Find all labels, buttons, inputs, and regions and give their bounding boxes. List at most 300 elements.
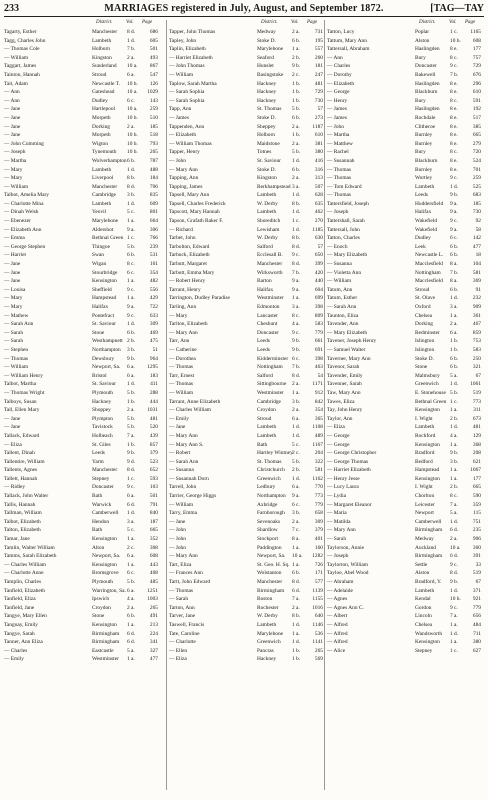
register-entry xyxy=(327,372,485,381)
entry-district: Dewsbury xyxy=(92,355,115,362)
register-entry xyxy=(169,475,321,484)
entry-page: 731 xyxy=(314,29,323,35)
entry-volume: 1 a. xyxy=(292,295,300,302)
entry-name: — Mary xyxy=(4,295,23,302)
entry-district: Bury xyxy=(415,149,426,156)
entry-name: Tarling, Ann xyxy=(169,304,197,310)
register-entry xyxy=(169,561,321,570)
entry-page: 239 xyxy=(149,243,158,250)
entry-name: — Jane xyxy=(169,424,186,431)
entry-name: Tarbolton, Edward xyxy=(169,243,210,250)
entry-volume: 5 c. xyxy=(127,527,135,534)
entry-name: — Mary Elizabeth xyxy=(327,329,368,336)
entry-name: Taplin, Elizabeth xyxy=(169,46,206,53)
entry-volume: 2 c. xyxy=(292,71,300,78)
entry-district: Tavistock xyxy=(92,424,113,431)
entry-district: Barton xyxy=(257,278,272,285)
entry-name: — Thomas xyxy=(327,166,352,173)
register-entry xyxy=(327,526,485,535)
register-entry xyxy=(4,595,158,604)
entry-district: Newport, Sa. xyxy=(92,553,121,560)
entry-page: 609 xyxy=(149,200,158,207)
entry-district: Eastcastle xyxy=(92,647,114,654)
entry-district: Marylebone xyxy=(257,630,284,637)
entry-name: — Matilda xyxy=(327,518,351,525)
entry-volume: 2 b. xyxy=(450,484,459,491)
entry-name: Tate, Caroline xyxy=(169,630,200,637)
entry-name: — Louisa xyxy=(4,286,26,293)
entry-page: 481 xyxy=(149,415,158,422)
entry-name: Taggart, James xyxy=(4,63,37,70)
entry-page: 630 xyxy=(314,235,323,242)
entry-page: 593 xyxy=(149,475,158,482)
entry-page: 791 xyxy=(149,501,158,508)
entry-page: 661 xyxy=(314,338,323,345)
register-entry xyxy=(4,578,158,587)
entry-page: 1187 xyxy=(312,123,323,130)
register-entry xyxy=(327,647,485,656)
register-entry xyxy=(169,157,321,166)
entry-district: Sheffield xyxy=(92,286,112,293)
entry-volume: 8 e. xyxy=(450,80,458,87)
entry-district: Axbridge xyxy=(257,501,278,508)
entry-page: 359 xyxy=(472,501,481,508)
register-entry xyxy=(169,604,321,613)
entry-volume: 6 b. xyxy=(127,252,136,259)
register-entry xyxy=(327,208,485,217)
entry-volume: 9 b. xyxy=(292,346,301,353)
entry-page: 142 xyxy=(472,235,481,242)
register-entry xyxy=(4,337,158,346)
entry-district: Totnes xyxy=(257,149,272,156)
register-entry xyxy=(169,166,321,175)
entry-page: 439 xyxy=(149,432,158,439)
entry-name: — Ellen xyxy=(169,647,188,654)
entry-page: 306 xyxy=(149,226,158,233)
entry-name: — James xyxy=(169,114,189,121)
entry-page: 730 xyxy=(314,97,323,104)
entry-name: Talbot, Elizabeth xyxy=(4,518,41,525)
entry-page: 411 xyxy=(150,381,158,388)
entry-volume: 8 c. xyxy=(450,54,458,61)
register-entry xyxy=(169,449,321,458)
entry-name: Tatum, Esther xyxy=(327,295,358,302)
entry-name: — Mary Ann xyxy=(327,527,356,534)
entry-district: Blackburn xyxy=(415,89,438,96)
register-entry xyxy=(4,269,158,278)
entry-volume: 1 b. xyxy=(292,89,301,96)
register-entry xyxy=(327,71,485,80)
column-header xyxy=(4,20,158,28)
entry-district: Kingston xyxy=(92,54,112,61)
entry-page: 321 xyxy=(472,364,481,371)
entry-name: — Joseph xyxy=(4,149,26,156)
register-entry xyxy=(169,329,321,338)
register-entry xyxy=(169,595,321,604)
register-entry xyxy=(327,552,485,561)
entry-name: — John xyxy=(327,123,344,130)
entry-district: Stone xyxy=(92,329,105,336)
entry-district: Kensington xyxy=(415,475,440,482)
entry-name: — Thomas xyxy=(327,175,352,182)
entry-volume: 3 b. xyxy=(292,510,301,517)
entry-volume: 3 a. xyxy=(292,304,300,310)
entry-page: 313 xyxy=(314,175,323,182)
register-entry xyxy=(169,363,321,372)
entry-volume: 6 b. xyxy=(292,570,301,577)
entry-name: Tarr, Ernest xyxy=(169,372,195,379)
entry-district: Northampton xyxy=(257,493,286,500)
entry-page: 401 xyxy=(314,536,323,543)
entry-page: 664 xyxy=(149,218,158,225)
entry-volume: 1 b. xyxy=(127,441,136,448)
entry-volume: 4 a. xyxy=(127,596,135,603)
entry-name: — William xyxy=(4,364,29,371)
entry-volume: 1 a. xyxy=(292,389,300,396)
entry-page: 650 xyxy=(314,252,323,259)
entry-page: 181 xyxy=(314,63,323,70)
entry-name: Tattersfield, Joseph xyxy=(327,200,369,207)
page-title: MARRIAGES registered in July, August, and September 1872. xyxy=(104,3,384,14)
entry-district: Bedford xyxy=(415,458,433,465)
register-entry xyxy=(327,54,485,63)
register-entry xyxy=(327,166,485,175)
entry-page: 391 xyxy=(472,553,481,560)
register-entry xyxy=(327,458,485,467)
entry-district: Warrington, Sa. xyxy=(92,587,126,594)
entry-name: Talboys, Susan xyxy=(4,398,37,405)
entry-page: 129 xyxy=(472,432,481,439)
entry-page: 416 xyxy=(314,157,323,164)
entry-district: Malmsbury xyxy=(415,372,440,379)
register-entry xyxy=(327,466,485,475)
entry-volume: 8 c. xyxy=(450,493,458,500)
entry-page: 912 xyxy=(314,389,323,396)
entry-district: I. Wight xyxy=(415,415,433,422)
entry-volume: 6 d. xyxy=(450,527,459,534)
register-entry xyxy=(169,80,321,89)
entry-district: I. Wight xyxy=(415,484,433,491)
entry-name: Tallents, Agnes xyxy=(4,467,38,474)
entry-district: St. Giles xyxy=(92,441,111,448)
entry-name: — Rachel xyxy=(327,149,349,156)
register-entry xyxy=(169,483,321,492)
entry-name: — Richard xyxy=(169,226,193,233)
register-entry xyxy=(327,638,485,647)
entry-volume: 6 c. xyxy=(292,501,300,508)
entry-district: Lincoln xyxy=(415,613,432,620)
entry-district: Burnley xyxy=(415,132,433,139)
entry-page: 518 xyxy=(149,132,158,139)
entry-volume: 1 a. xyxy=(450,639,458,646)
entry-volume: 6 b. xyxy=(127,329,136,336)
entry-volume: 2 a. xyxy=(292,29,300,35)
register-entry xyxy=(4,415,158,424)
entry-volume: 1 a. xyxy=(450,467,458,474)
entry-name: — Charlotte Mina xyxy=(4,200,44,207)
entry-page: 444 xyxy=(149,398,158,405)
register-entry xyxy=(4,604,158,613)
register-entry xyxy=(327,406,485,415)
entry-district: Manchester xyxy=(257,261,283,268)
entry-page: 590 xyxy=(472,493,481,500)
entry-district: Halifax xyxy=(257,286,274,293)
entry-name: — Mary Ann xyxy=(169,166,198,173)
register-entry xyxy=(4,587,158,596)
entry-name: Tallentire, William xyxy=(4,458,45,465)
entry-page: 665 xyxy=(472,484,481,491)
entry-name: — John Thomas xyxy=(169,63,205,70)
entry-district: Nottingham xyxy=(415,269,441,276)
page-header-label: Page xyxy=(142,20,153,25)
register-entry xyxy=(4,148,158,157)
entry-district: Holborn xyxy=(92,46,110,53)
entry-page: 793 xyxy=(149,140,158,147)
entry-district: Salford xyxy=(257,372,273,379)
entry-volume: 2 c. xyxy=(127,544,135,551)
register-entry xyxy=(169,286,321,295)
entry-volume: 6 d. xyxy=(292,587,301,594)
entry-name: Tarry, Emma xyxy=(169,510,198,517)
register-entry xyxy=(169,251,321,260)
entry-district: Haslingden xyxy=(415,80,440,87)
entry-district: Swan xyxy=(92,252,104,259)
register-entry xyxy=(169,638,321,647)
register-entry xyxy=(4,449,158,458)
entry-volume: 6 b. xyxy=(127,613,136,620)
entry-list xyxy=(4,28,158,664)
register-entry xyxy=(327,123,485,132)
register-entry xyxy=(4,501,158,510)
register-entry xyxy=(4,569,158,578)
entry-page: 652 xyxy=(149,467,158,474)
entry-name: Tarbutt, Emma Mary xyxy=(169,269,215,276)
entry-page: 501 xyxy=(149,46,158,53)
entry-district: Kingston xyxy=(257,175,277,182)
register-entry xyxy=(327,363,485,372)
entry-page: 536 xyxy=(314,630,323,637)
entry-name: — John xyxy=(169,544,186,551)
entry-name: Tavener, Joseph Henry xyxy=(327,338,377,345)
entry-district: Dudley xyxy=(415,235,431,242)
entry-district: Halifax xyxy=(92,304,109,310)
entry-name: — William xyxy=(327,278,352,285)
entry-page: 288 xyxy=(149,389,158,396)
entry-volume: 2 a. xyxy=(292,604,300,611)
page-number: 233 xyxy=(4,3,19,14)
entry-page: 385 xyxy=(472,123,481,130)
entry-volume: 3 b. xyxy=(292,398,301,405)
register-entry xyxy=(4,647,158,656)
entry-name: Tarlton, Elizabeth xyxy=(169,321,208,328)
entry-volume: 1 d. xyxy=(127,166,136,173)
register-column-3 xyxy=(324,20,485,790)
entry-volume: 8 e. xyxy=(450,106,458,113)
entry-page: 204 xyxy=(314,450,323,457)
entry-volume: 6 c. xyxy=(127,269,135,276)
entry-page: 801 xyxy=(149,209,158,216)
register-entry xyxy=(169,587,321,596)
register-column-2 xyxy=(166,20,321,790)
register-entry xyxy=(4,286,158,295)
entry-district: Auckland xyxy=(415,544,436,551)
entry-volume: 9 c. xyxy=(127,286,135,293)
entry-name: — Jane xyxy=(169,518,186,525)
entry-name: — George xyxy=(327,89,350,96)
entry-name: Tavenner, Sarah xyxy=(327,381,362,388)
entry-name: Tallack, John Walter xyxy=(4,493,49,500)
register-entry xyxy=(169,191,321,200)
entry-name: — Eliza xyxy=(327,424,345,431)
entry-page: 520 xyxy=(149,424,158,431)
entry-name: — Henry Jesse xyxy=(327,475,360,482)
entry-name: Tavender, Ann xyxy=(327,321,359,328)
entry-district: Kidderminster xyxy=(257,355,289,362)
entry-page: 686 xyxy=(149,29,158,35)
entry-name: — Alfred xyxy=(327,621,348,628)
entry-page: 673 xyxy=(472,415,481,422)
entry-page: 1139 xyxy=(312,587,323,594)
register-entry xyxy=(169,183,321,192)
entry-district: Hackney xyxy=(257,97,277,104)
entry-volume: 1 c. xyxy=(450,398,458,405)
entry-page: 525 xyxy=(472,183,481,190)
register-entry xyxy=(169,355,321,364)
entry-volume: 1 a. xyxy=(127,656,135,663)
register-entry xyxy=(169,88,321,97)
entry-district: Liverpool xyxy=(92,175,114,182)
entry-volume: 4 a. xyxy=(450,432,458,439)
register-entry xyxy=(169,612,321,621)
entry-volume: 7 c. xyxy=(292,527,300,534)
page-header xyxy=(4,3,484,17)
register-entry xyxy=(327,587,485,596)
register-entry xyxy=(327,535,485,544)
entry-volume: 1 d. xyxy=(292,475,301,482)
register-entry xyxy=(4,251,158,260)
entry-volume: 10 b. xyxy=(127,132,138,139)
entry-district: Newport, Sa. xyxy=(257,553,286,560)
register-entry xyxy=(169,114,321,123)
entry-page: 523 xyxy=(149,458,158,465)
register-entry xyxy=(327,191,485,200)
entry-volume: 7 a. xyxy=(450,613,458,620)
entry-name: Tattershall, Sarah xyxy=(327,218,365,225)
entry-page: 187 xyxy=(149,518,158,525)
register-entry xyxy=(169,37,321,46)
entry-district: Yeovil xyxy=(92,209,107,216)
entry-volume: 1 a. xyxy=(292,544,300,551)
entry-volume: 7 b. xyxy=(127,46,136,53)
entry-district: Haslingden xyxy=(415,46,440,53)
entry-name: Tapper, John Thomas xyxy=(169,29,216,35)
entry-district: Lambeth xyxy=(92,37,112,44)
register-entry xyxy=(169,552,321,561)
entry-volume: 6 d. xyxy=(127,639,136,646)
entry-page: 18 xyxy=(475,252,481,259)
entry-name: Tayloe, Abel Wood xyxy=(327,570,369,577)
entry-name: — Dinah Welsh xyxy=(4,209,39,216)
entry-name: Tapley, John xyxy=(169,37,197,44)
entry-page: 92 xyxy=(475,218,481,225)
register-entry xyxy=(169,303,321,312)
register-entry xyxy=(327,509,485,518)
entry-district: Stroud xyxy=(257,415,272,422)
entry-page: 399 xyxy=(314,261,323,268)
register-entry xyxy=(327,105,485,114)
entry-district: Wolverhampton xyxy=(92,157,127,164)
entry-name: — Alice xyxy=(327,647,346,654)
entry-district: Wandsworth xyxy=(415,630,443,637)
entry-page: 259 xyxy=(149,106,158,113)
entry-district: St. Thomas xyxy=(257,458,282,465)
register-entry xyxy=(4,294,158,303)
entry-district: Rochester xyxy=(257,604,279,611)
register-entry xyxy=(327,140,485,149)
register-entry xyxy=(4,217,158,226)
entry-district: Manchester xyxy=(92,29,118,35)
entry-name: — Ann xyxy=(327,54,343,61)
entry-volume: 5 a. xyxy=(450,510,458,517)
register-entry xyxy=(4,208,158,217)
register-entry xyxy=(4,62,158,71)
entry-page: 185 xyxy=(149,123,158,130)
entry-district: Wirksworth xyxy=(257,269,283,276)
entry-district: Boston xyxy=(257,596,273,603)
entry-name: Tarrington, Dudley Paradise xyxy=(169,295,230,302)
entry-name: — William Henry xyxy=(4,372,43,379)
entry-volume: 1 d. xyxy=(450,183,459,190)
entry-district: Croydon xyxy=(92,604,111,611)
entry-district: Holbeach xyxy=(92,432,113,439)
entry-district: Leeds xyxy=(92,450,105,457)
entry-name: — George xyxy=(327,432,350,439)
entry-district: Sheppey xyxy=(257,123,276,130)
entry-name: — Emily xyxy=(169,415,189,422)
entry-volume: 1 a. xyxy=(127,295,135,302)
register-entry xyxy=(327,630,485,639)
register-entry xyxy=(169,208,321,217)
entry-volume: 1 d. xyxy=(127,321,136,328)
register-entry xyxy=(169,277,321,286)
register-entry xyxy=(327,286,485,295)
entry-page: 770 xyxy=(314,484,323,491)
entry-district: Chorlton xyxy=(415,493,435,500)
entry-district: Stepney xyxy=(92,475,110,482)
entry-page: 484 xyxy=(472,621,481,628)
entry-district: Manchester xyxy=(92,467,118,474)
entry-page: 1251 xyxy=(147,587,158,594)
entry-district: Nottingham xyxy=(257,364,283,371)
entry-volume: 6 b. xyxy=(292,37,301,44)
entry-name: — Sarah xyxy=(4,329,24,336)
entry-district: Hampstead xyxy=(92,295,117,302)
entry-page: 361 xyxy=(472,312,481,319)
vol-header: Vol. xyxy=(449,20,457,25)
entry-page: 235 xyxy=(472,527,481,534)
entry-volume: 3 a. xyxy=(127,518,135,525)
entry-page: 296 xyxy=(472,80,481,87)
page-header-label: Page xyxy=(307,20,318,25)
register-entry xyxy=(327,475,485,484)
entry-page: 247 xyxy=(314,71,323,78)
entry-page: 341 xyxy=(149,639,158,646)
entry-volume: 2 b. xyxy=(127,338,136,345)
entry-volume: 10 a. xyxy=(292,553,303,560)
register-entry xyxy=(327,621,485,630)
entry-district: Lambeth xyxy=(92,166,112,173)
register-columns xyxy=(4,20,484,790)
